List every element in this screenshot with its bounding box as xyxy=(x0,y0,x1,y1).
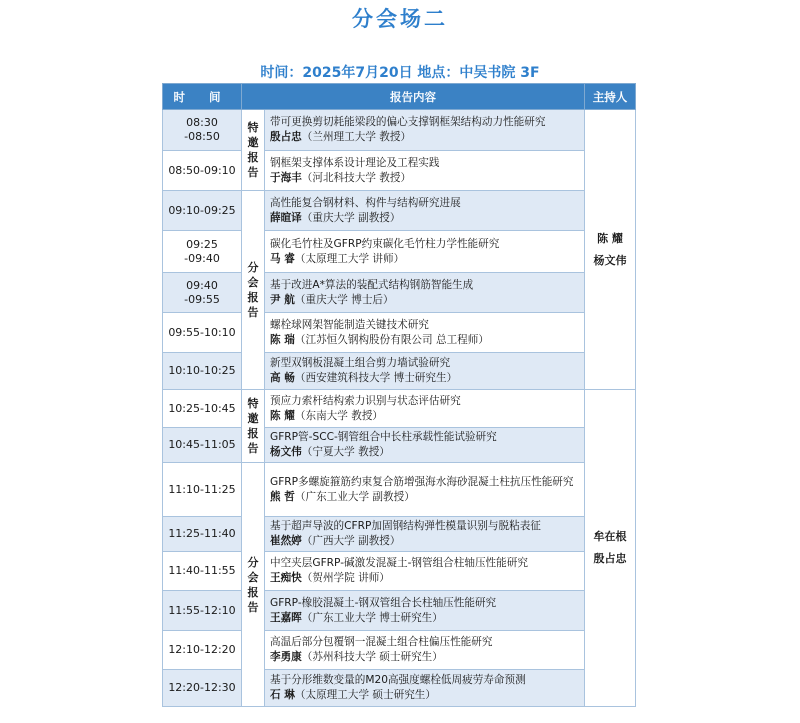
row-time: 09:55-10:10 xyxy=(163,313,242,353)
report-topic: 高性能复合钢材料、构件与结构研究进展 xyxy=(270,196,461,209)
category-text: 特邀报告 xyxy=(247,397,259,455)
speaker-affiliation: （江苏恒久钢构股份有限公司 总工程师） xyxy=(294,333,489,346)
report-topic: 高温后部分包覆钢一混凝土组合柱偏压性能研究 xyxy=(270,636,493,648)
category-text: 特邀报告 xyxy=(247,121,259,179)
report-topic: 基于超声导波的CFRP加固钢结构弹性模量识别与脱粘表征 xyxy=(270,520,541,532)
report-content xyxy=(265,552,585,591)
speaker-name: 王嘉晖 xyxy=(270,611,302,624)
speaker-affiliation: （广东工业大学 博士研究生） xyxy=(301,611,443,624)
table-row xyxy=(163,463,636,517)
session-host: 牟在根 殷占忠 xyxy=(585,390,636,707)
row-time: 12:20-12:30 xyxy=(163,670,242,707)
table-row xyxy=(163,670,636,707)
report-topic: 钢框架支撑体系设计理论及工程实践 xyxy=(270,156,440,169)
report-speaker-line xyxy=(270,445,579,460)
speaker-name: 杨文伟 xyxy=(270,446,302,458)
row-time: 11:40-11:55 xyxy=(163,552,242,591)
table-row xyxy=(163,517,636,552)
report-topic: 带可更换剪切耗能梁段的偏心支撑钢框架结构动力性能研究 xyxy=(270,116,546,128)
speaker-affiliation: （贺州学院 讲师） xyxy=(301,572,390,584)
report-content xyxy=(265,631,585,670)
speaker-name: 尹 航 xyxy=(270,293,295,306)
row-time: 08:50-09:10 xyxy=(163,151,242,191)
speaker-affiliation: （苏州科技大学 硕士研究生） xyxy=(301,651,443,663)
report-speaker-line xyxy=(270,252,579,267)
report-topic: GFRP-橡胶混凝土-钢双管组合长柱轴压性能研究 xyxy=(270,596,497,609)
report-topic: 基于改进A*算法的装配式结构钢筋智能生成 xyxy=(270,278,474,291)
category-label xyxy=(242,191,265,390)
row-time: 11:55-12:10 xyxy=(163,591,242,631)
report-speaker-line xyxy=(270,371,579,386)
speaker-name: 陈 瑞 xyxy=(270,333,295,346)
category-label xyxy=(242,390,265,463)
header-host: 主持人 xyxy=(585,84,636,110)
category-text: 分会报告 xyxy=(247,555,259,614)
speaker-name: 于海丰 xyxy=(270,171,302,184)
session-info: 时间：2025年7月20日 地点：中吴书院 3F xyxy=(260,65,540,81)
page-title: 分会场二 xyxy=(352,7,448,31)
report-topic: 螺栓球网架智能制造关键技术研究 xyxy=(270,318,429,331)
report-speaker-line xyxy=(270,333,579,348)
speaker-name: 高 畅 xyxy=(270,372,295,384)
header-content: 报告内容 xyxy=(242,84,585,110)
speaker-name: 薛暄译 xyxy=(270,211,302,224)
report-content xyxy=(265,191,585,231)
report-speaker-line xyxy=(270,211,579,226)
report-content xyxy=(265,517,585,552)
report-speaker-line xyxy=(270,171,579,186)
table-row xyxy=(163,631,636,670)
speaker-name: 熊 哲 xyxy=(270,490,295,503)
speaker-name: 王痴快 xyxy=(270,572,302,584)
table-row xyxy=(163,390,636,428)
speaker-affiliation: （河北科技大学 教授） xyxy=(301,171,412,184)
report-content xyxy=(265,273,585,313)
report-content xyxy=(265,428,585,463)
row-time: 10:25-10:45 xyxy=(163,390,242,428)
report-content xyxy=(265,110,585,151)
table-row xyxy=(163,353,636,390)
report-speaker-line xyxy=(270,571,579,586)
speaker-affiliation: （广东工业大学 副教授） xyxy=(294,490,415,503)
header-time: 时 间 xyxy=(163,84,242,110)
speaker-name: 李勇康 xyxy=(270,651,302,663)
report-topic: 碳化毛竹柱及GFRP约束碳化毛竹柱力学性能研究 xyxy=(270,237,500,250)
report-content xyxy=(265,390,585,428)
speaker-affiliation: （东南大学 教授） xyxy=(294,409,384,422)
row-time: 12:10-12:20 xyxy=(163,631,242,670)
report-content xyxy=(265,313,585,353)
report-speaker-line xyxy=(270,293,579,308)
table-row xyxy=(163,231,636,273)
speaker-affiliation: （兰州理工大学 教授） xyxy=(301,131,412,143)
speaker-affiliation: （宁夏大学 教授） xyxy=(301,446,390,458)
speaker-affiliation: （广西大学 副教授） xyxy=(301,535,401,547)
report-speaker-line xyxy=(270,490,579,505)
category-label xyxy=(242,110,265,191)
speaker-affiliation: （西安建筑科技大学 博士研究生） xyxy=(294,372,458,384)
category-label xyxy=(242,463,265,707)
report-speaker-line xyxy=(270,409,579,424)
table-row xyxy=(163,110,636,151)
speaker-affiliation: （重庆大学 博士后） xyxy=(294,293,394,306)
report-topic: GFRP管-SCC-钢管组合中长柱承载性能试验研究 xyxy=(270,431,497,443)
category-text: 分会报告 xyxy=(247,261,259,319)
row-time: 11:25-11:40 xyxy=(163,517,242,552)
row-time: 09:25 -09:40 xyxy=(163,231,242,273)
row-time: 10:45-11:05 xyxy=(163,428,242,463)
speaker-name: 石 琳 xyxy=(270,689,295,701)
table-row xyxy=(163,273,636,313)
report-content xyxy=(265,231,585,273)
report-topic: 新型双钢板混凝土组合剪力墙试验研究 xyxy=(270,357,451,369)
report-content xyxy=(265,463,585,517)
report-content xyxy=(265,151,585,191)
table-row xyxy=(163,552,636,591)
row-time: 09:40 -09:55 xyxy=(163,273,242,313)
session-host: 陈 耀 杨文伟 xyxy=(585,110,636,390)
report-topic: 中空夹层GFRP-碱激发混凝土-钢管组合柱轴压性能研究 xyxy=(270,557,528,569)
report-content xyxy=(265,670,585,707)
speaker-affiliation: （重庆大学 副教授） xyxy=(301,211,401,224)
report-topic: 预应力索杆结构索力识别与状态评估研究 xyxy=(270,394,461,407)
row-time: 08:30 -08:50 xyxy=(163,110,242,151)
speaker-affiliation: （太原理工大学 硕士研究生） xyxy=(294,689,436,701)
report-content xyxy=(265,591,585,631)
report-content xyxy=(265,353,585,390)
speaker-name: 马 睿 xyxy=(270,252,295,265)
row-time: 09:10-09:25 xyxy=(163,191,242,231)
report-speaker-line xyxy=(270,130,579,145)
speaker-name: 崔然婷 xyxy=(270,535,302,547)
table-row xyxy=(163,591,636,631)
report-speaker-line xyxy=(270,534,579,549)
table-row xyxy=(163,151,636,191)
report-topic: GFRP多螺旋箍筋约束复合筋增强海水海砂混凝土柱抗压性能研究 xyxy=(270,475,574,488)
speaker-name: 陈 耀 xyxy=(270,409,295,422)
speaker-name: 殷占忠 xyxy=(270,131,302,143)
report-speaker-line xyxy=(270,611,579,626)
speaker-affiliation: （太原理工大学 讲师） xyxy=(294,252,405,265)
row-time: 11:10-11:25 xyxy=(163,463,242,517)
table-row xyxy=(163,191,636,231)
report-topic: 基于分形维数变量的M20高强度螺栓低周疲劳寿命预测 xyxy=(270,674,526,686)
report-speaker-line xyxy=(270,688,579,703)
schedule-table xyxy=(162,83,636,707)
report-speaker-line xyxy=(270,650,579,665)
table-header-row xyxy=(163,84,636,110)
row-time: 10:10-10:25 xyxy=(163,353,242,390)
table-row xyxy=(163,313,636,353)
table-row xyxy=(163,428,636,463)
